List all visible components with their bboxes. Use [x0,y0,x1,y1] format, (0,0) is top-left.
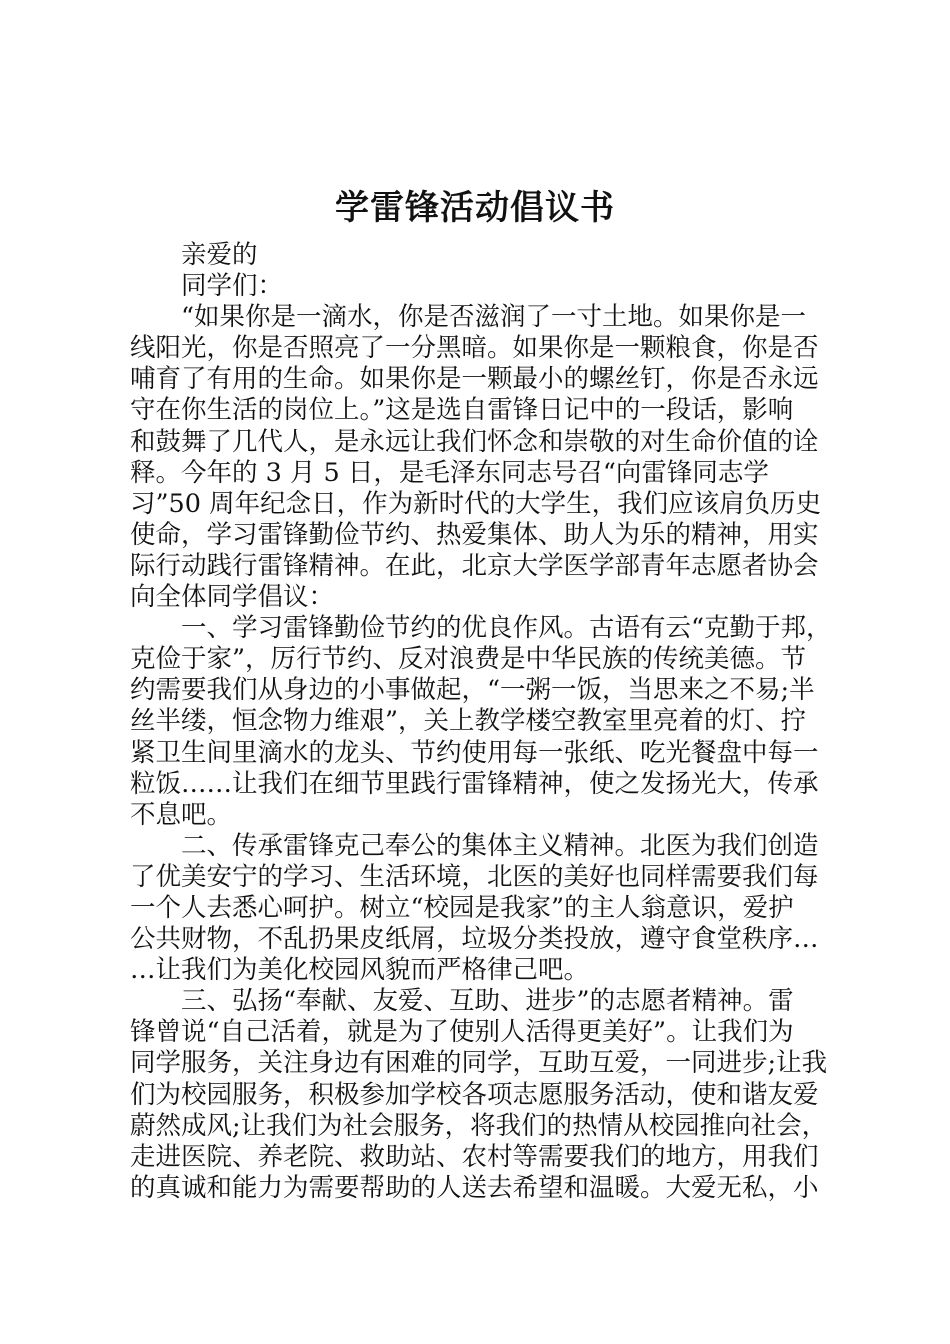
text-line: 紧卫生间里滴水的龙头、节约使用每一张纸、吃光餐盘中每一 [130,737,819,768]
document-title: 学雷锋活动倡议书 [335,188,615,228]
text-line: 使命，学习雷锋勤俭节约、热爱集体、助人为乐的精神，用实 [130,519,819,550]
text-line: 丝半缕，恒念物力维艰”，关上教学楼空教室里亮着的灯、拧 [130,706,807,737]
text-line: 了优美安宁的学习、生活环境，北医的美好也同样需要我们每 [130,861,819,892]
text-line: 锋曾说“自己活着，就是为了使别人活得更美好”。让我们为 [130,1017,794,1048]
text-line: 约需要我们从身边的小事做起，“一粥一饭，当思来之不易;半 [130,675,815,706]
text-line: 向全体同学倡议： [130,582,335,613]
text-line: 走进医院、养老院、救助站、农村等需要我们的地方，用我们 [130,1141,819,1172]
text-line: …让我们为美化校园风貌而严格律己吧。 [130,955,590,986]
text-line: 习”50 周年纪念日，作为新时代的大学生，我们应该肩负历史 [130,488,822,519]
text-line: 同学们： [181,271,284,302]
text-line: “如果你是一滴水，你是否滋润了一寸土地。如果你是一 [181,302,807,333]
text-line: 线阳光，你是否照亮了一分黑暗。如果你是一颗粮食，你是否 [130,333,819,364]
text-line: 克俭于家”，厉行节约、反对浪费是中华民族的传统美德。节 [130,644,807,675]
text-line: 守在你生活的岗位上。”这是选自雷锋日记中的一段话，影响 [130,395,794,426]
text-line: 际行动践行雷锋精神。在此，北京大学医学部青年志愿者协会 [130,550,819,581]
text-line: 的真诚和能力为需要帮助的人送去希望和温暖。大爱无私，小 [130,1172,819,1203]
text-line: 二、传承雷锋克己奉公的集体主义精神。北医为我们创造 [181,830,819,861]
text-line: 哺育了有用的生命。如果你是一颗最小的螺丝钉，你是否永远 [130,364,819,395]
text-line: 释。今年的 3 月 5 日，是毛泽东同志号召“向雷锋同志学 [130,457,769,488]
text-line: 和鼓舞了几代人，是永远让我们怀念和崇敬的对生命价值的诠 [130,426,819,457]
text-line: 同学服务，关注身边有困难的同学，互助互爱，一同进步;让我 [130,1048,828,1079]
text-line: 三、弘扬“奉献、友爱、互助、进步”的志愿者精神。雷 [181,986,794,1017]
text-line: 一、学习雷锋勤俭节约的优良作风。古语有云“克勤于邦， [181,613,832,644]
text-line: 蔚然成风;让我们为社会服务，将我们的热情从校园推向社会， [130,1110,828,1141]
text-line: 一个人去悉心呵护。树立“校园是我家”的主人翁意识，爱护 [130,892,794,923]
text-line: 不息吧。 [130,799,233,830]
text-line: 亲爱的 [181,240,258,270]
text-line: 们为校园服务，积极参加学校各项志愿服务活动，使和谐友爱 [130,1079,819,1110]
text-line: 粒饭……让我们在细节里践行雷锋精神，使之发扬光大，传承 [130,768,819,799]
document-body [130,240,832,1204]
text-line: 公共财物，不乱扔果皮纸屑，垃圾分类投放，遵守食堂秩序… [130,924,819,955]
